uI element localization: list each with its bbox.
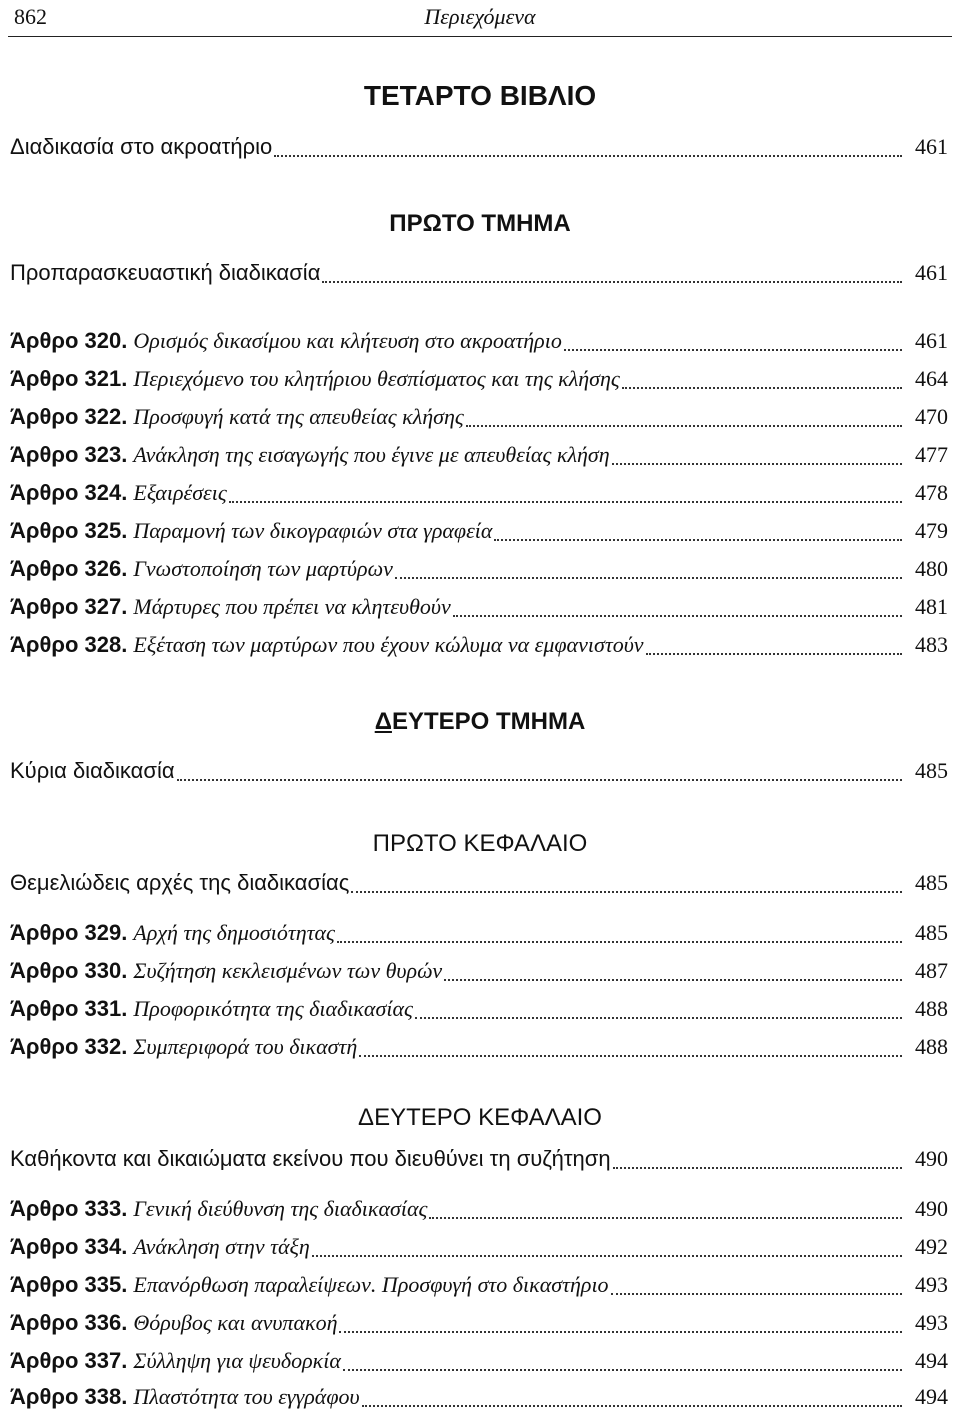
entry-page: 461 bbox=[915, 260, 948, 285]
toc-article[interactable] bbox=[10, 1348, 948, 1378]
article-title: Μάρτυρες που πρέπει να κλητευθούν bbox=[133, 594, 451, 619]
page-header bbox=[8, 0, 952, 37]
article-title: Συζήτηση κεκλεισμένων των θυρών bbox=[133, 958, 443, 983]
article-number: Άρθρο 320. bbox=[10, 328, 128, 353]
toc-article[interactable] bbox=[10, 1310, 948, 1340]
article-title: Θόρυβος και ανυπακοή bbox=[133, 1310, 338, 1335]
running-title: Περιεχόμενα bbox=[424, 4, 536, 29]
article-page: 480 bbox=[915, 556, 948, 581]
article-number: Άρθρο 335. bbox=[10, 1272, 128, 1297]
dot-leader bbox=[337, 941, 902, 943]
dot-leader bbox=[564, 349, 902, 351]
part-heading: ΠΡΩΤΟ ΤΜΗΜΑ bbox=[389, 210, 571, 237]
article-number: Άρθρο 327. bbox=[10, 594, 128, 619]
article-number: Άρθρο 326. bbox=[10, 556, 128, 581]
article-page: 481 bbox=[915, 594, 948, 619]
entry-label: Κύρια διαδικασία bbox=[10, 758, 175, 783]
dot-leader bbox=[362, 1405, 902, 1407]
toc-article[interactable] bbox=[10, 1034, 948, 1064]
article-page: 494 bbox=[915, 1348, 948, 1373]
dot-leader bbox=[395, 577, 902, 579]
toc-article[interactable] bbox=[10, 1196, 948, 1226]
toc-article[interactable] bbox=[10, 404, 948, 434]
toc-entry[interactable] bbox=[10, 134, 948, 164]
article-number: Άρθρο 333. bbox=[10, 1196, 128, 1221]
toc-article[interactable] bbox=[10, 556, 948, 586]
article-title: Αρχή της δημοσιότητας bbox=[133, 920, 335, 945]
article-title: Γνωστοποίηση των μαρτύρων bbox=[133, 556, 393, 581]
article-title: Γενική διεύθυνση της διαδικασίας bbox=[133, 1196, 428, 1221]
toc-article[interactable] bbox=[10, 920, 948, 950]
article-page: 488 bbox=[915, 1034, 948, 1059]
dot-leader bbox=[415, 1017, 902, 1019]
toc-entry[interactable] bbox=[10, 260, 948, 290]
article-title: Ανάκληση της εισαγωγής που έγινε με απευθείας κλήση bbox=[133, 442, 610, 467]
toc-article[interactable] bbox=[10, 328, 948, 358]
toc-article[interactable] bbox=[10, 958, 948, 988]
entry-page: 485 bbox=[915, 870, 948, 895]
toc-article[interactable] bbox=[10, 1384, 948, 1414]
article-title: Επανόρθωση παραλείψεων. Προσφυγή στο δικαστήριο bbox=[133, 1272, 609, 1297]
article-number: Άρθρο 329. bbox=[10, 920, 128, 945]
dot-leader bbox=[613, 1167, 902, 1169]
toc-article[interactable] bbox=[10, 480, 948, 510]
dot-leader bbox=[622, 387, 902, 389]
part-heading: ΔΕΥΤΕΡΟ ΤΜΗΜΑ bbox=[374, 708, 586, 735]
article-title: Παραμονή των δικογραφιών στα γραφεία bbox=[133, 518, 493, 543]
dot-leader bbox=[646, 653, 902, 655]
article-page: 479 bbox=[915, 518, 948, 543]
dot-leader bbox=[612, 463, 902, 465]
article-number: Άρθρο 324. bbox=[10, 480, 128, 505]
toc-article[interactable] bbox=[10, 594, 948, 624]
article-page: 485 bbox=[915, 920, 948, 945]
article-page: 494 bbox=[915, 1384, 948, 1409]
article-page: 488 bbox=[915, 996, 948, 1021]
article-page: 461 bbox=[915, 328, 948, 353]
dot-leader bbox=[494, 539, 902, 541]
article-number: Άρθρο 337. bbox=[10, 1348, 128, 1373]
dot-leader bbox=[453, 615, 902, 617]
article-page: 493 bbox=[915, 1310, 948, 1335]
article-number: Άρθρο 325. bbox=[10, 518, 128, 543]
toc-article[interactable] bbox=[10, 632, 948, 662]
dot-leader bbox=[611, 1293, 902, 1295]
article-title: Προφορικότητα της διαδικασίας bbox=[133, 996, 413, 1021]
article-page: 464 bbox=[915, 366, 948, 391]
dot-leader bbox=[312, 1255, 902, 1257]
article-page: 487 bbox=[915, 958, 948, 983]
article-title: Εξαιρέσεις bbox=[133, 480, 227, 505]
entry-label: Καθήκοντα και δικαιώματα εκείνου που διευθύνει τη συζήτηση bbox=[10, 1146, 611, 1171]
article-page: 490 bbox=[915, 1196, 948, 1221]
dot-leader bbox=[351, 891, 902, 893]
toc-entry[interactable] bbox=[10, 1146, 948, 1176]
article-page: 493 bbox=[915, 1272, 948, 1297]
article-page: 478 bbox=[915, 480, 948, 505]
dot-leader bbox=[177, 779, 902, 781]
article-number: Άρθρο 338. bbox=[10, 1384, 128, 1409]
entry-page: 490 bbox=[915, 1146, 948, 1171]
article-number: Άρθρο 331. bbox=[10, 996, 128, 1021]
entry-label: Διαδικασία στο ακροατήριο bbox=[10, 134, 273, 159]
article-title: Ορισμός δικασίμου και κλήτευση στο ακροατήριο bbox=[133, 328, 562, 353]
dot-leader bbox=[229, 501, 902, 503]
toc-entry[interactable] bbox=[10, 870, 948, 900]
article-title: Συμπεριφορά του δικαστή bbox=[133, 1034, 358, 1059]
dot-leader bbox=[343, 1369, 902, 1371]
article-title: Εξέταση των μαρτύρων που έχουν κώλυμα να εμφανιστούν bbox=[133, 632, 644, 657]
dot-leader bbox=[322, 281, 902, 283]
article-page: 483 bbox=[915, 632, 948, 657]
chapter-heading: ΔΕΥΤΕΡΟ ΚΕΦΑΛΑΙΟ bbox=[358, 1104, 602, 1131]
toc-entry[interactable] bbox=[10, 758, 948, 788]
article-number: Άρθρο 328. bbox=[10, 632, 128, 657]
article-title: Πλαστότητα του εγγράφου bbox=[133, 1384, 360, 1409]
article-title: Ανάκληση στην τάξη bbox=[133, 1234, 310, 1259]
article-title: Σύλληψη για ψευδορκία bbox=[133, 1348, 341, 1373]
toc-article[interactable] bbox=[10, 442, 948, 472]
dot-leader bbox=[466, 425, 902, 427]
dot-leader bbox=[359, 1055, 902, 1057]
entry-label: Προπαρασκευαστική διαδικασία bbox=[10, 260, 321, 285]
toc-article[interactable] bbox=[10, 366, 948, 396]
chapter-heading: ΠΡΩΤΟ ΚΕΦΑΛΑΙΟ bbox=[372, 830, 588, 857]
article-page: 477 bbox=[915, 442, 948, 467]
page-number: 862 bbox=[14, 4, 47, 29]
toc-article[interactable] bbox=[10, 1234, 948, 1264]
article-number: Άρθρο 336. bbox=[10, 1310, 128, 1335]
article-number: Άρθρο 323. bbox=[10, 442, 128, 467]
article-number: Άρθρο 321. bbox=[10, 366, 128, 391]
book-title: ΤΕΤΑΡΤΟ ΒΙΒΛΙΟ bbox=[363, 80, 597, 111]
article-page: 492 bbox=[915, 1234, 948, 1259]
article-number: Άρθρο 334. bbox=[10, 1234, 128, 1259]
entry-label: Θεμελιώδεις αρχές της διαδικασίας bbox=[10, 870, 350, 895]
article-page: 470 bbox=[915, 404, 948, 429]
dot-leader bbox=[339, 1331, 902, 1333]
toc-article[interactable] bbox=[10, 996, 948, 1026]
entry-page: 461 bbox=[915, 134, 948, 159]
article-number: Άρθρο 330. bbox=[10, 958, 128, 983]
dot-leader bbox=[274, 155, 902, 157]
dot-leader bbox=[444, 979, 902, 981]
dot-leader bbox=[429, 1217, 902, 1219]
article-number: Άρθρο 322. bbox=[10, 404, 128, 429]
entry-page: 485 bbox=[915, 758, 948, 783]
toc-article[interactable] bbox=[10, 518, 948, 548]
toc-article[interactable] bbox=[10, 1272, 948, 1302]
article-title: Περιεχόμενο του κλητήριου θεσπίσματος και της κλήσης bbox=[133, 366, 620, 391]
article-number: Άρθρο 332. bbox=[10, 1034, 128, 1059]
article-title: Προσφυγή κατά της απευθείας κλήσης bbox=[133, 404, 464, 429]
